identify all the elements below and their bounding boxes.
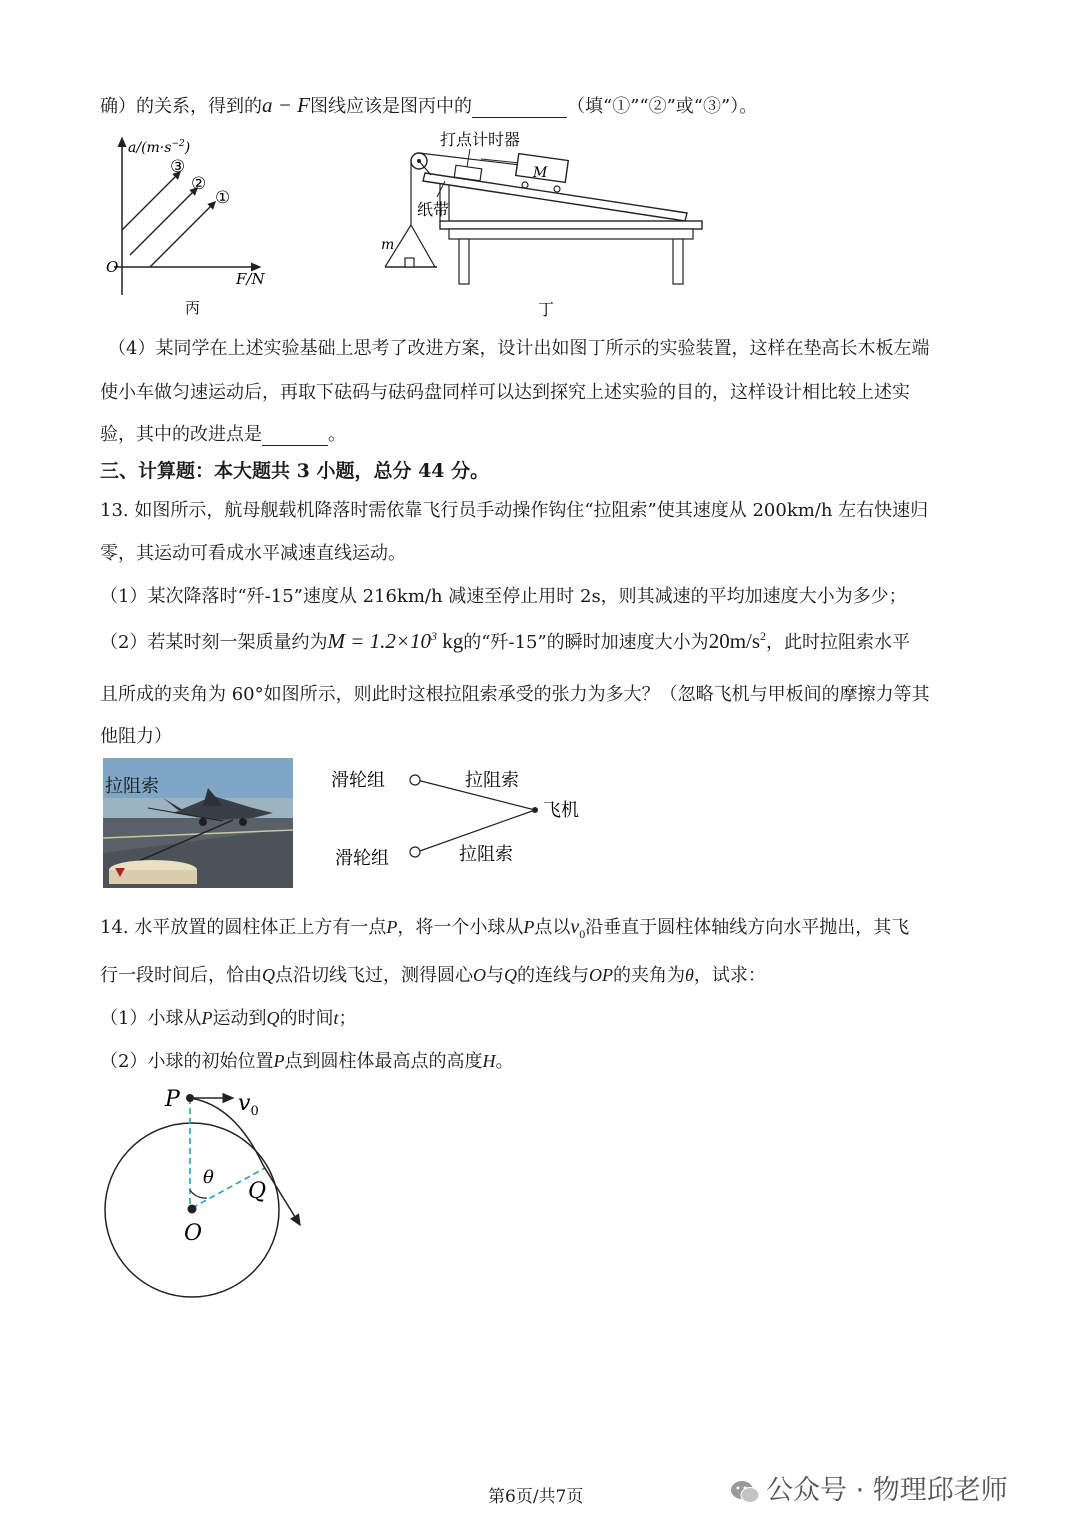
var-Q: Q (504, 965, 517, 985)
graph-line-3 (122, 172, 180, 230)
text-fragment: 的连线与 (517, 965, 589, 986)
var-O: O (473, 965, 486, 985)
var-t: t (333, 1008, 339, 1028)
figure-bing-graph (100, 130, 290, 320)
section-heading: 三、计算题：本大题共 3 小题，总分 44 分。 (100, 460, 490, 482)
fig-label-O: O (184, 1221, 203, 1246)
text-fragment: ，试求： (693, 965, 766, 986)
var-P: P (273, 1051, 285, 1071)
line-2-label: ② (191, 174, 207, 194)
fig-label-theta: θ (203, 1167, 214, 1188)
var-v0: $v_0$ (570, 916, 586, 941)
var-P: P (386, 917, 398, 937)
mass-label: m (381, 237, 395, 253)
figure-caption-ding: 丁 (538, 300, 555, 319)
text-fragment: ，此时拉阻索水平 (766, 632, 911, 653)
cylinder-projectile-figure (95, 1080, 325, 1300)
text-fragment: 点沿切线飞过，测得圆心 (275, 965, 473, 986)
q14-sub2 (100, 1047, 513, 1073)
q4-text-line2: 使小车做匀速运动后，再取下砝码与砝码盘同样可以达到探究上述实验的目的，这样设计相比较上述实 (100, 382, 910, 403)
continuation-line (100, 92, 757, 118)
page-footer: 第6页/共7页 (488, 1487, 584, 1507)
graph-line-1 (150, 202, 215, 267)
text-fragment: 沿垂直于圆柱体轴线方向水平抛出，其飞 (585, 917, 910, 938)
text-fragment: 的“歼-15”的瞬时加速度大小为 (463, 632, 709, 653)
watermark (730, 1468, 1008, 1507)
q13-sub2-line3: 他阻力） (100, 726, 172, 747)
graph-line-2 (130, 188, 197, 255)
figure-caption-bing: 丙 (185, 299, 201, 317)
var-Q: Q (266, 1008, 280, 1028)
text-fragment: （2）小球的初始位置 (100, 1051, 274, 1072)
q13-text-line2: 零，其运动可看成水平减速直线运动。 (100, 543, 406, 564)
q13-sub2-line1 (100, 628, 910, 654)
var-P: P (201, 1008, 213, 1028)
cable-bottom-label: 拉阻索 (459, 844, 513, 865)
photo-label: 拉阻索 (105, 776, 159, 797)
answer-blank[interactable] (472, 99, 567, 118)
origin-label: O (106, 258, 119, 276)
table-leg-left (459, 239, 469, 284)
fig-label-Q: Q (248, 1179, 267, 1204)
q13-text-line1: 13. 如图所示，航母舰载机降落时需依靠飞行员手动操作钩住“拉阻索”使其速度从 200km/h 左右快速归 (100, 500, 929, 521)
answer-blank[interactable] (262, 427, 328, 446)
var-OP: OP (589, 965, 613, 985)
text-fragment: 。 (495, 1051, 514, 1072)
text-fragment: 的夹角为 (613, 965, 685, 986)
var-Q: Q (262, 965, 275, 985)
q14-text-line1 (100, 913, 909, 942)
text-fragment: 点以 (534, 917, 571, 938)
y-axis-label: $a/(m\cdot s^{-2})$ (128, 139, 191, 156)
text-fragment: 图线应该是图丙中的 (310, 96, 472, 117)
wechat-icon (730, 1480, 760, 1504)
fig-label-P: P (165, 1087, 180, 1112)
text-fragment: 点到圆柱体最高点的高度 (284, 1051, 483, 1072)
table-leg-right (673, 239, 683, 284)
pulley-group-bottom-label: 滑轮组 (335, 848, 389, 869)
text-fragment: 确）的关系，得到的 (100, 96, 262, 117)
text-fragment: （填“①”“②”或“③”）。 (567, 96, 758, 117)
table-top (440, 221, 702, 229)
text-fragment: ，将一个小球从 (397, 917, 524, 938)
text-fragment: 验，其中的改进点是 (100, 424, 262, 445)
timer-label: 打点计时器 (440, 130, 521, 149)
x-axis-label: F/N (236, 270, 265, 288)
tape-label: 纸带 (417, 200, 450, 219)
q4-text-line3 (100, 420, 346, 446)
arresting-cable-diagram (325, 760, 595, 880)
mass-value: $M = 1.2\times 10^3$ kg (327, 629, 464, 653)
text-fragment: 行一段时间后，恰由 (100, 965, 262, 986)
q13-sub2-line2: 且所成的夹角为 60°如图所示，则此时这根拉阻索承受的张力为多大？（忽略飞机与甲板间的摩擦力等其 (100, 684, 930, 705)
text-fragment: 与 (486, 965, 504, 986)
q4-text-line1: （4）某同学在上述实验基础上思考了改进方案，设计出如图丁所示的实验装置，这样在垫高长木板左端 (108, 338, 930, 359)
cart-label: M (533, 165, 548, 181)
plane-label: 飞机 (543, 800, 579, 821)
text-fragment: ； (338, 1008, 357, 1029)
accel-value: $20m/s^2$ (708, 629, 767, 653)
text-fragment: （1）小球从 (100, 1008, 202, 1029)
figure-ding-apparatus (375, 125, 715, 325)
text-fragment: （2）若某时刻一架质量约为 (100, 632, 328, 653)
text-fragment: 运动到 (212, 1008, 267, 1029)
pulley-group-top-label: 滑轮组 (331, 770, 385, 791)
text-fragment: 的时间 (279, 1008, 334, 1029)
text-fragment: 。 (328, 424, 346, 445)
line-1-label: ① (215, 188, 231, 208)
text-fragment: 14. 水平放置的圆柱体正上方有一点 (100, 917, 387, 938)
q13-sub1: （1）某次降落时“歼-15”速度从 216km/h 减速至停止用时 2s，则其减速的平均加速度大小为多少； (100, 586, 907, 607)
table-rail (449, 229, 693, 239)
watermark-text: 公众号 · 物理邱老师 (766, 1475, 1008, 1506)
line-3-label: ③ (170, 157, 186, 177)
var-theta: θ (685, 965, 694, 985)
q14-text-line2 (100, 961, 766, 987)
fig-label-v0: $v_0$ (238, 1091, 259, 1119)
q14-sub1 (100, 1004, 356, 1030)
cable-top-label: 拉阻索 (465, 770, 519, 791)
formula-a-f: a − F (262, 93, 310, 117)
var-P: P (523, 917, 535, 937)
trajectory (190, 1098, 300, 1225)
var-H: H (482, 1051, 496, 1071)
carrier-landing-photo (103, 758, 293, 888)
